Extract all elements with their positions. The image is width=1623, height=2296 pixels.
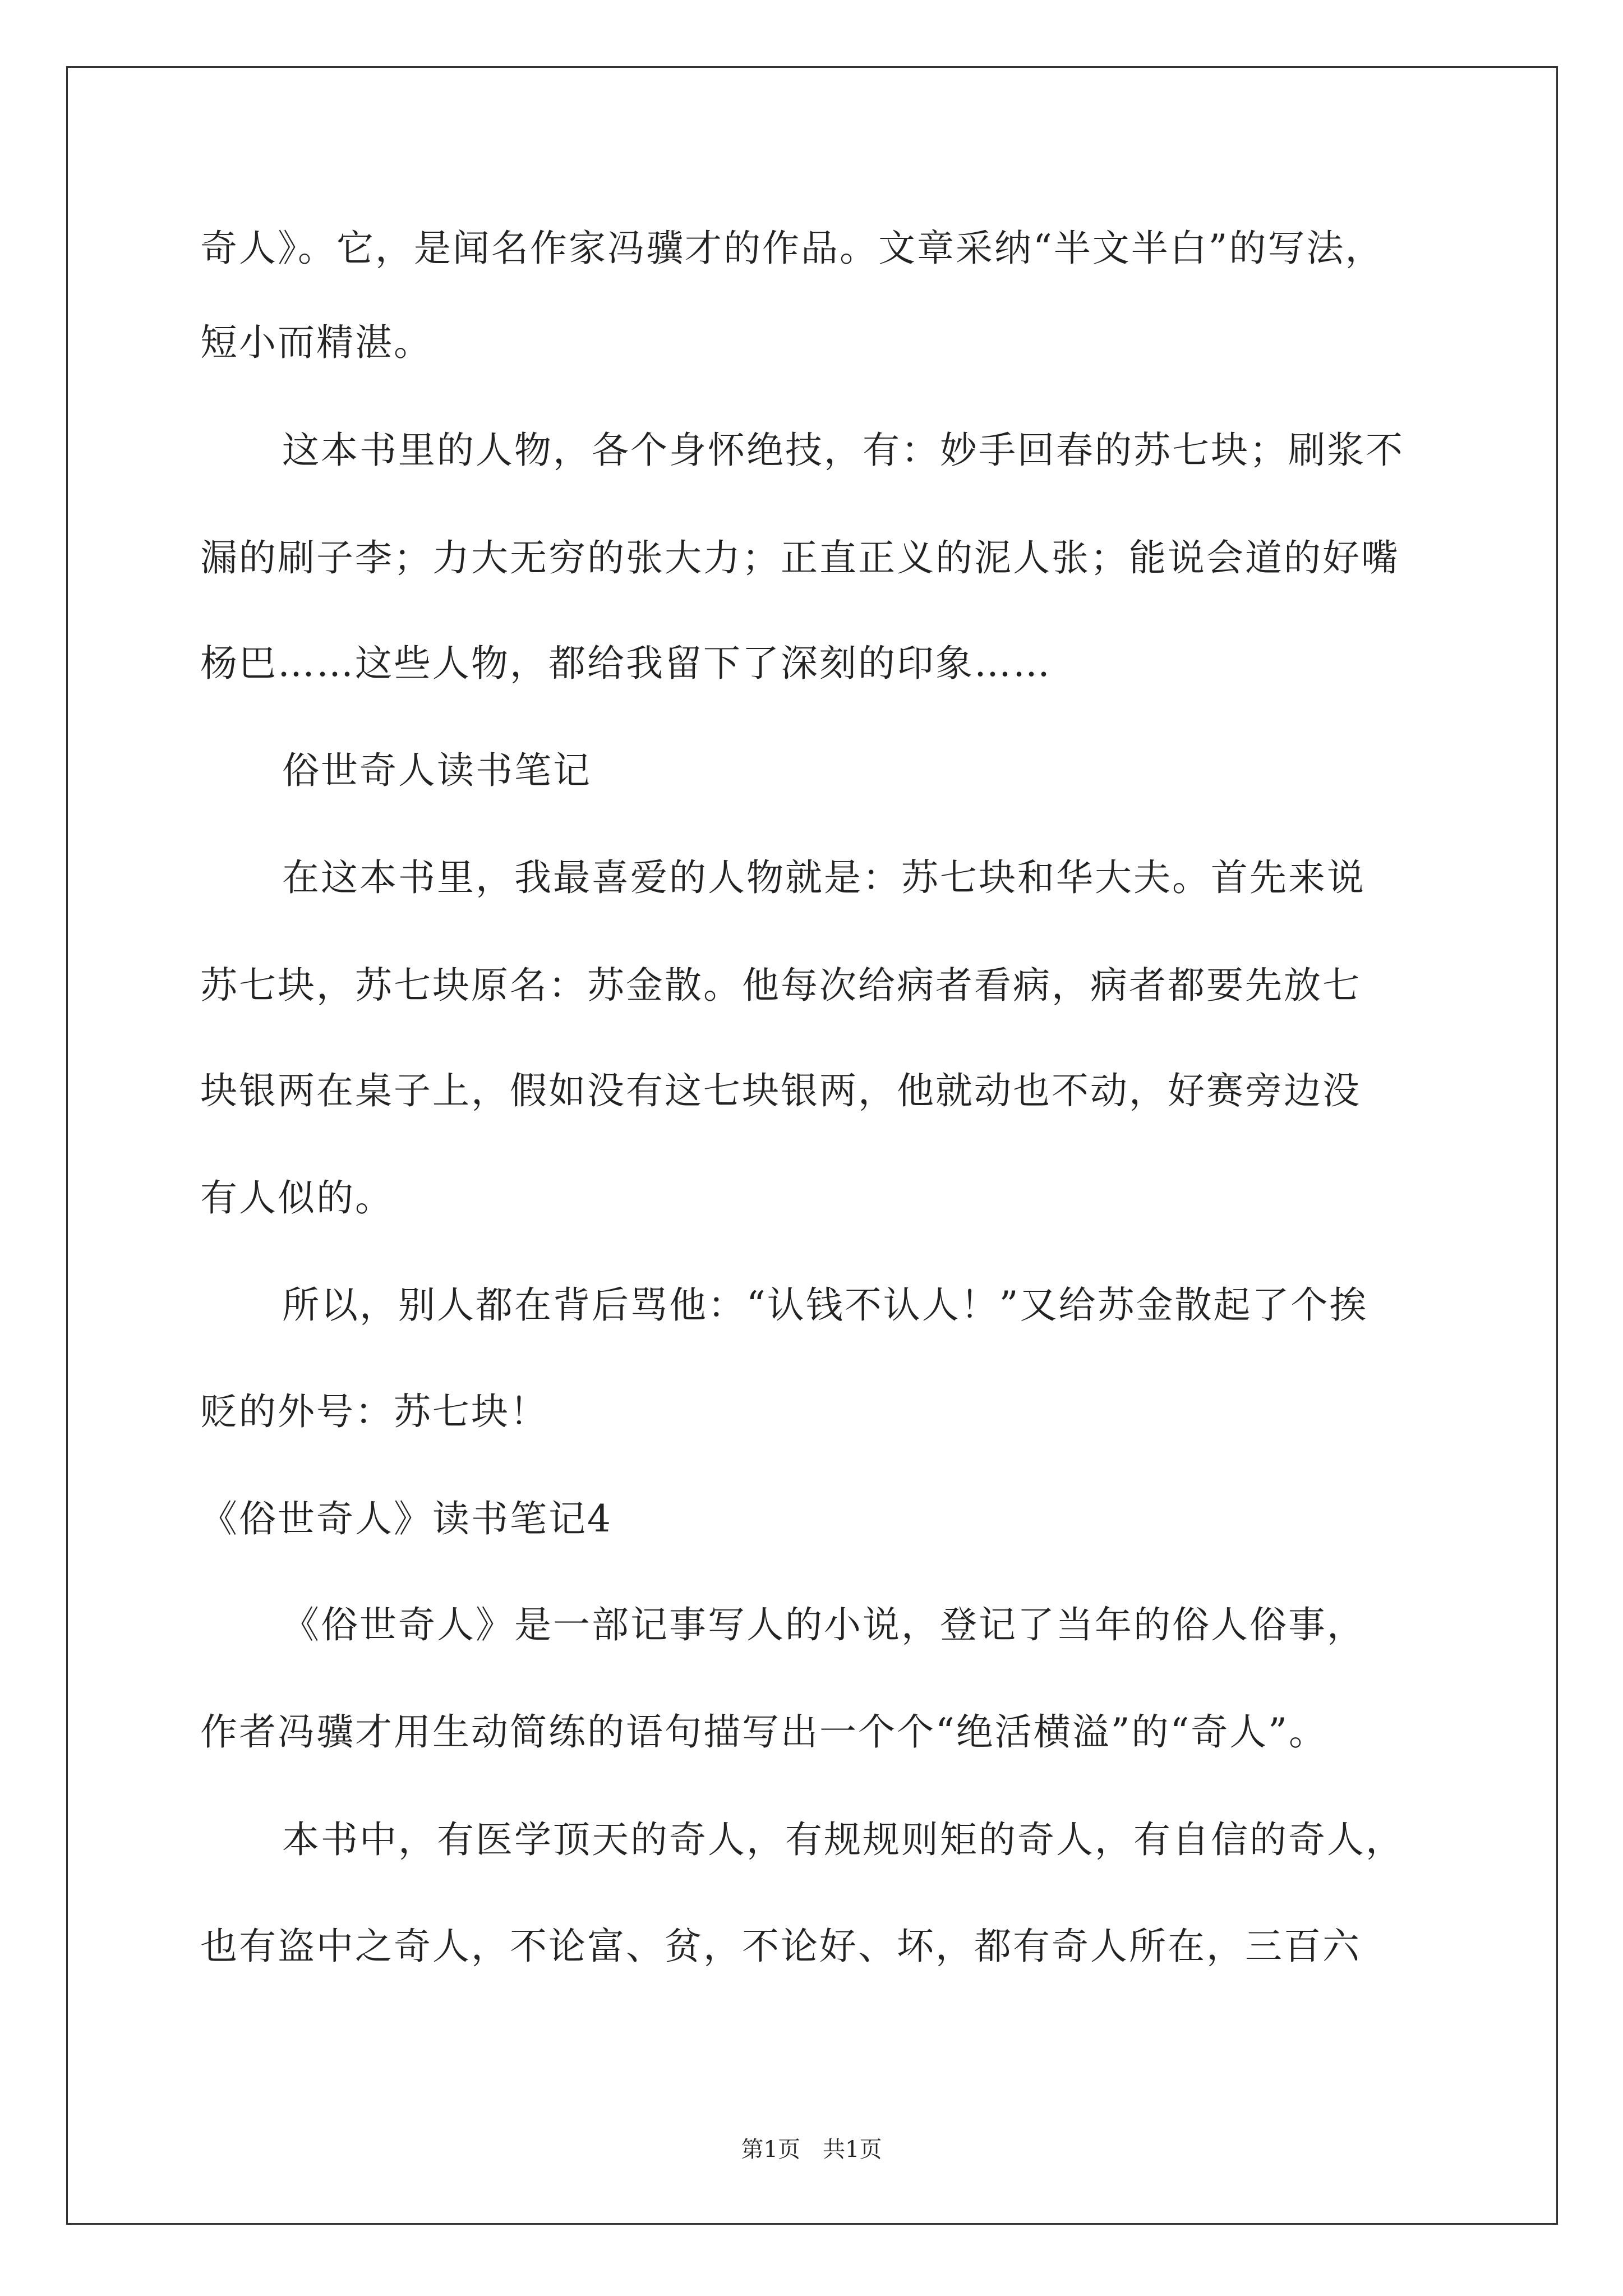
section-heading: 《俗世奇人》读书笔记4	[200, 1497, 612, 1540]
body-line-10: 有人似的。	[200, 1176, 394, 1220]
page-footer: 第1页 共1页	[741, 2137, 882, 2162]
body-line-12: 贬的外号：苏七块！	[200, 1390, 548, 1433]
body-line-3: 这本书里的人物，各个身怀绝技，有：妙手回春的苏七块；刷浆不	[282, 429, 1404, 472]
body-line-8: 苏七块，苏七块原名：苏金散。他每次给病者看病，病者都要先放七	[200, 964, 1361, 1007]
body-line-14: 《俗世奇人》是一部记事写人的小说，登记了当年的俗人俗事，	[282, 1603, 1366, 1646]
body-line-11: 所以，别人都在背后骂他：“认钱不认人！”又给苏金散起了个挨	[282, 1283, 1368, 1327]
body-line-4: 漏的刷子李；力大无穷的张大力；正直正义的泥人张；能说会道的好嘴	[200, 536, 1400, 579]
body-line-16: 本书中，有医学顶天的奇人，有规规则矩的奇人，有自信的奇人，	[282, 1818, 1404, 1861]
body-line-17: 也有盗中之奇人，不论富、贫，不论好、坏，都有奇人所在，三百六	[200, 1925, 1361, 1968]
body-line-5: 杨巴……这些人物，都给我留下了深刻的印象……	[200, 642, 1052, 685]
body-line-1: 奇人》。它，是闻名作家冯骥才的作品。文章采纳“半文半白”的写法，	[200, 227, 1384, 270]
body-line-2: 短小而精湛。	[200, 321, 432, 364]
page-border	[66, 66, 1558, 2225]
section-subtitle: 俗世奇人读书笔记	[282, 749, 592, 792]
body-line-15: 作者冯骥才用生动简练的语句描写出一个个“绝活横溢”的“奇人”。	[200, 1710, 1327, 1754]
body-line-9: 块银两在桌子上，假如没有这七块银两，他就动也不动，好赛旁边没	[200, 1069, 1361, 1112]
body-line-7: 在这本书里，我最喜爱的人物就是：苏七块和华大夫。首先来说	[282, 856, 1366, 899]
